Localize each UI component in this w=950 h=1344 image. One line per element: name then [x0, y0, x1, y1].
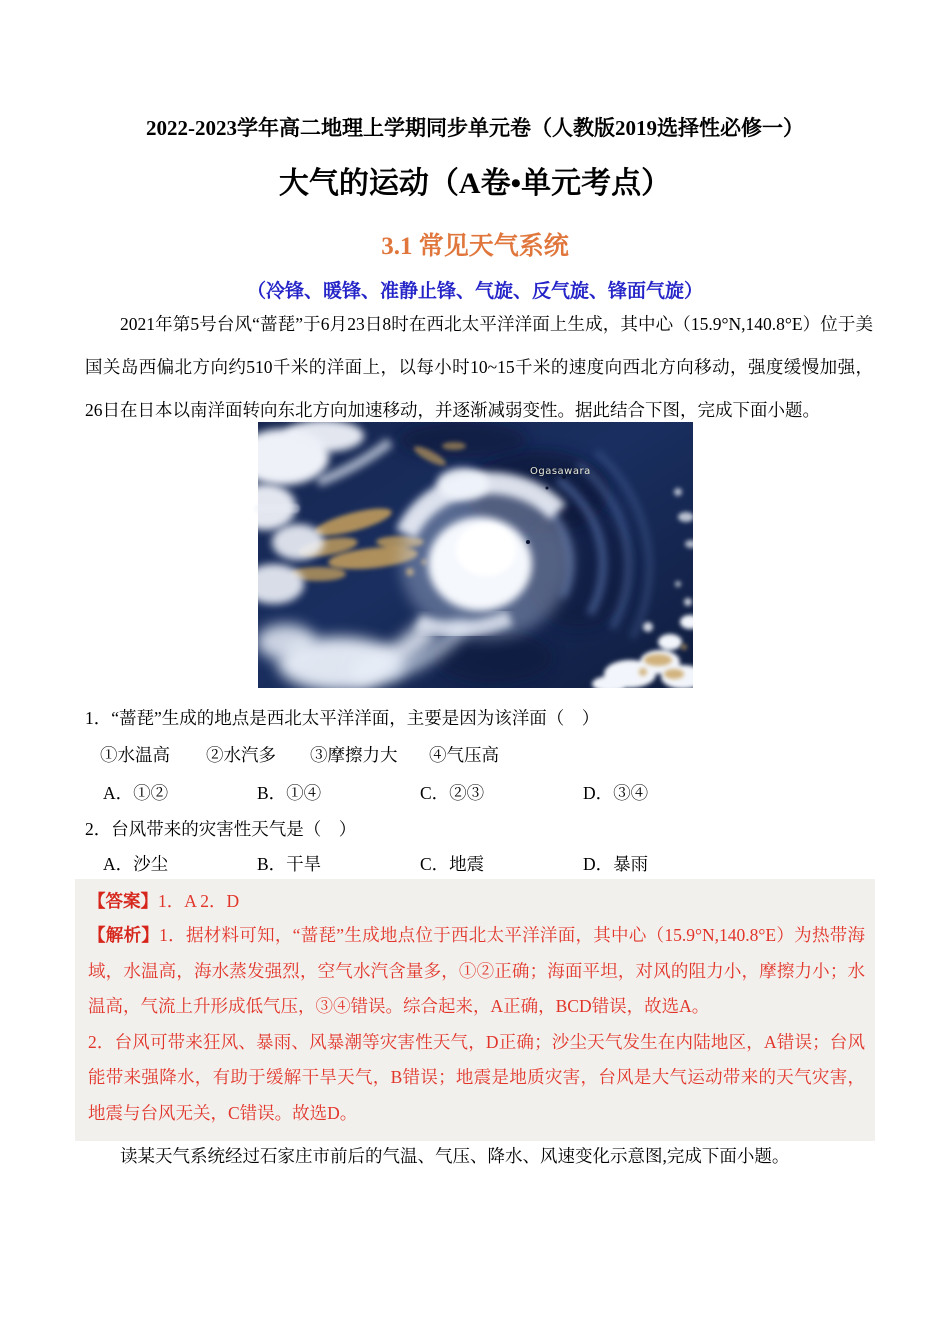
choice-a: A．①②: [103, 783, 169, 803]
choice-b: B．①④: [257, 783, 322, 803]
choice-a: A．沙尘: [103, 854, 169, 874]
analysis-text: [88, 918, 865, 1131]
analysis-paragraph-2: 2．台风可带来狂风、暴雨、风暴潮等灾害性天气，D正确；沙尘天气发生在内陆地区，A错误；台风能带来强降水，有助于缓解干旱天气，B错误；地震是地质灾害，台风是大气运动带来的天气灾害，地震与台风无关，C错误。故选D。: [88, 1031, 865, 1123]
document-subtitle: 大气的运动（A卷•单元考点）: [278, 167, 672, 200]
choice-b: B．干旱: [257, 854, 322, 874]
intro-paragraph: 2021年第5号台风“蔷琵”于6月23日8时在西北太平洋洋面上生成，其中心（15.9°N,140.8°E）位于美国关岛西偏北方向约510千米的洋面上，以每小时10~15千米的速度向西北方向移动，强度缓慢加强，26日在日本以南洋面转向东北方向加速移动，并逐渐减弱变性。据此结合下图，完成下面小题。: [85, 314, 873, 420]
question-1-choices: [85, 780, 885, 810]
document-title: 2022-2023学年高二地理上学期同步单元卷（人教版2019选择性必修一）: [146, 116, 804, 140]
suboption-3: ③摩擦力大: [310, 745, 398, 765]
question-2-stem: 2．台风带来的灾害性天气是（ ）: [85, 819, 357, 839]
question-1-suboptions: [85, 742, 885, 772]
question-2-choices: [85, 851, 885, 881]
section-subtitle: （冷锋、暖锋、准静止锋、气旋、反气旋、锋面气旋）: [246, 281, 703, 302]
section-title: 3.1 常见天气系统: [381, 233, 569, 260]
suboption-4: ④气压高: [429, 745, 499, 765]
satellite-graphic: [258, 422, 693, 688]
analysis-1-text: 1．据材料可知，“蔷琵”生成地点位于西北太平洋洋面，其中心（15.9°N,140.8°E）为热带海域，水温高，海水蒸发强烈，空气水汽含量多，①②正确；海面平坦，对风的阻力小，摩擦力小；水温高，气流上升形成低气压，③④错误。综合起来，A正确，BCD错误，故选A。: [88, 925, 866, 1016]
answer-analysis-block: [75, 879, 875, 1141]
choice-c: C．②③: [420, 783, 485, 803]
analysis-paragraph-1: [88, 918, 865, 1025]
answer-label: 【答案】: [88, 891, 158, 911]
suboption-2: ②水汽多: [206, 745, 276, 765]
choice-d: D．③④: [583, 783, 649, 803]
suboption-1: ①水温高: [100, 745, 170, 765]
partial-place-label: [254, 504, 300, 513]
analysis-label: 【解析】: [88, 925, 160, 945]
typhoon-satellite-image: [258, 422, 693, 688]
choice-d: D．暴雨: [583, 854, 649, 874]
answer-line: [88, 886, 865, 916]
question-1-stem: 1．“蔷琵”生成的地点是西北太平洋洋面，主要是因为该洋面（ ）: [85, 708, 600, 728]
ogasawara-place-label: Ogasawara: [530, 466, 591, 477]
choice-c: C．地震: [420, 854, 485, 874]
answer-text: 1．A 2．D: [158, 891, 240, 911]
next-material-paragraph: 读某天气系统经过石家庄市前后的气温、气压、降水、风速变化示意图,完成下面小题。: [120, 1146, 790, 1166]
